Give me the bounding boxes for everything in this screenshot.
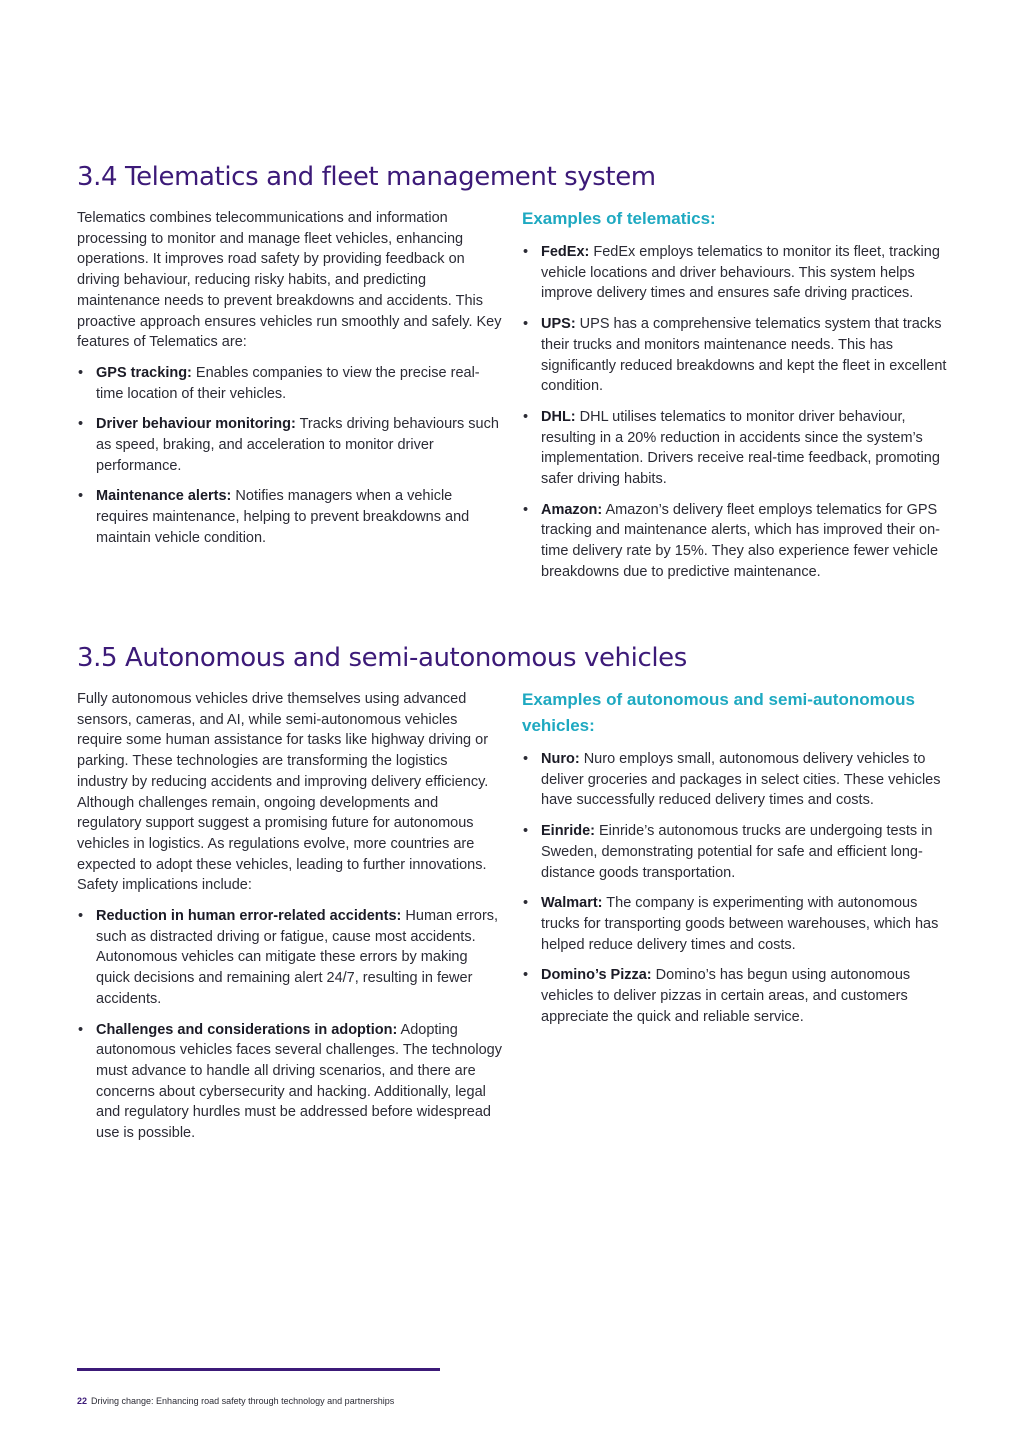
bullet-label: Amazon: [541,501,603,518]
list-item [522,407,952,490]
autonomous-examples-list [522,749,952,1027]
bullet-label: Domino’s Pizza: [541,967,652,984]
bullet-text: Nuro employs small, autonomous delivery vehicles to deliver groceries and packages in select cities. These vehicles have successfully reduced delivery times and costs. [541,751,941,809]
bullet-text: The company is experimenting with autonomous trucks for transporting goods between warehouses, which has helped reduce delivery times and costs. [541,895,939,953]
bullet-text: Einride’s autonomous trucks are undergoing tests in Sweden, demonstrating potential for safe and efficient long-distance goods transportation. [541,823,933,881]
autonomous-intro-paragraph: Fully autonomous vehicles drive themselves using advanced sensors, cameras, and AI, while semi-autonomous vehicles require some human assistance for tasks like highway driving or parking. These technologies are transforming the logistics industry by reducing accidents and improving delivery efficiency. Although challenges remain, ongoing developments and regulatory support suggest a promising future for autonomous vehicles in logistics. As regulations evolve, more countries are expected to adopt these vehicles, leading to further innovations. Safety implications include: [77,691,489,894]
bullet-label: Nuro: [541,751,580,767]
bullet-label: FedEx: [541,244,590,260]
bullet-label: GPS tracking: [96,364,192,381]
autonomous-examples-column [522,687,952,1027]
list-item [522,314,952,397]
bullet-text: Human errors, such as distracted driving or fatigue, cause most accidents. Autonomous vehicles can mitigate these errors by making quick decisions and remaining alert 24/7, resulting in fewer accidents. [96,908,499,1007]
telematics-intro-paragraph: Telematics combines telecommunications and information processing to monitor and manage fleet vehicles, enhancing operations. It improves road safety by providing feedback on driving behaviour, reducing risky habits, and predicting maintenance needs to prevent breakdowns and accidents. This proactive approach ensures vehicles run smoothly and safely. Key features of Telematics are: [77,210,502,351]
bullet-label: Challenges and considerations in adoption: [96,1021,398,1038]
footer-divider [77,1368,440,1371]
bullet-label: Einride: [541,823,595,840]
list-item [77,414,502,476]
page-footer [77,1396,394,1406]
bullet-text: Tracks driving behaviours such as speed, braking, and acceleration to monitor driver performance. [96,416,499,474]
bullet-text: FedEx employs telematics to monitor its fleet, tracking vehicle locations and driver behaviours. This system helps improve delivery times and ensures safe driving practices. [541,244,940,302]
list-item [77,906,502,1010]
bullet-label: Driver behaviour monitoring: [96,416,296,433]
bullet-text: Amazon’s delivery fleet employs telematics for GPS tracking and maintenance alerts, which has improved their on-time delivery rate by 15%. They also experience fewer vehicle breakdowns due to predictive maintenance. [541,501,940,580]
list-item [522,242,952,304]
section-title-autonomous-vehicles: 3.5 Autonomous and semi-autonomous vehicles [77,643,687,673]
bullet-label: Walmart: [541,895,603,912]
bullet-text: Enables companies to view the precise real-time location of their vehicles. [96,364,480,402]
autonomous-intro-column [77,689,502,1144]
safety-implications-list [77,906,502,1144]
telematics-intro-column [77,208,502,549]
section-title-telematics: 3.4 Telematics and fleet management system [77,162,656,192]
bullet-text: DHL utilises telematics to monitor driver behaviour, resulting in a 20% reduction in accidents since the system’s implementation. Drivers receive real-time feedback, promoting safer driving habits. [541,408,940,488]
bullet-text: UPS has a comprehensive telematics system that tracks their trucks and monitors maintenance needs. This has significantly reduced breakdowns and kept the fleet in excellent condition. [541,316,947,395]
bullet-text: Adopting autonomous vehicles faces several challenges. The technology must advance to handle all driving scenarios, and there are concerns about cybersecurity and hacking. Additionally, legal and regulatory hurdles must be addressed before widespread use is possible. [96,1021,502,1142]
bullet-label: Reduction in human error-related accidents: [96,908,402,925]
bullet-text: Notifies managers when a vehicle requires maintenance, helping to prevent breakdowns and maintain vehicle condition. [96,488,470,546]
list-item [522,893,952,955]
footer-text: Driving change: Enhancing road safety through technology and partnerships [91,1396,395,1406]
bullet-label: Maintenance alerts: [96,488,232,505]
telematics-examples-list [522,242,952,583]
bullet-text: Domino’s has begun using autonomous vehicles to deliver pizzas in certain areas, and customers appreciate the quick and reliable service. [541,967,911,1025]
list-item [77,486,502,548]
list-item [522,749,952,811]
telematics-features-list [77,363,502,549]
bullet-label: DHL: [541,408,576,425]
list-item [522,500,952,583]
telematics-examples-heading: Examples of telematics: [522,209,716,228]
list-item [522,821,952,883]
list-item [77,1020,502,1144]
autonomous-examples-heading: Examples of autonomous and semi-autonomous vehicles: [522,690,915,735]
bullet-label: UPS: [541,316,576,333]
list-item [77,363,502,404]
page-number: 22 [77,1396,88,1406]
list-item [522,965,952,1027]
telematics-examples-column [522,206,952,583]
